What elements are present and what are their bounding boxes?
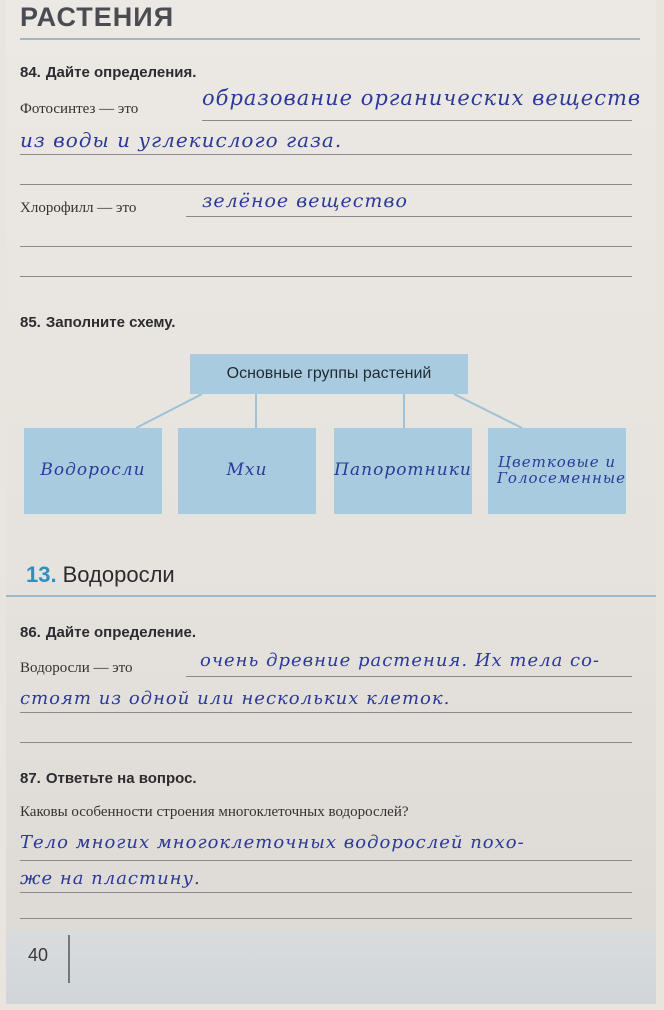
section-divider [6, 595, 656, 597]
section-number: 13. [26, 562, 57, 587]
task-85-number: 85. [20, 314, 41, 331]
answer-87-line-2: же на пластину. [20, 868, 201, 889]
page-number-bracket [68, 935, 70, 983]
answer-algae-line-1: очень древние растения. Их тела со- [200, 650, 601, 671]
scheme-answer-flowering: Цветковые и Голосеменные [497, 453, 626, 487]
answer-line [186, 676, 632, 677]
task-87-prompt: Ответьте на вопрос. [45, 770, 197, 787]
task-84-number: 84. [20, 64, 41, 81]
task-86-heading [20, 624, 196, 641]
bottom-band [6, 930, 656, 1004]
scheme-box-algae [24, 428, 162, 514]
answer-line [20, 918, 632, 919]
term-algae: Водоросли — это [20, 660, 133, 676]
workbook-page [6, 0, 656, 1004]
answer-chlorophyll: зелёное вещество [202, 190, 408, 212]
term-photosynthesis: Фотосинтез — это [20, 101, 139, 117]
section-title: Водоросли [62, 562, 175, 587]
task-87-number: 87. [20, 770, 41, 787]
scheme-box-flowering [488, 428, 626, 514]
task-86-prompt: Дайте определение. [45, 624, 197, 641]
answer-line [20, 860, 632, 861]
term-chlorophyll: Хлорофилл — это [20, 200, 137, 216]
scheme-answer-algae: Водоросли [40, 460, 146, 481]
answer-line [20, 742, 632, 743]
chapter-title: РАСТЕНИЯ [20, 2, 175, 32]
scheme-answer-ferns: Папоротники [334, 460, 472, 481]
answer-algae-line-2: стоят из одной или нескольких клеток. [20, 688, 451, 709]
answer-line [20, 892, 632, 893]
scheme-answer-mosses: Мхи [226, 460, 268, 481]
page-number: 40 [28, 945, 49, 965]
answer-photosynthesis-line-2: из воды и углекислого газа. [20, 128, 343, 152]
task-85-prompt: Заполните схему. [45, 314, 176, 331]
answer-87-line-1: Тело многих многоклеточных водорослей похо- [20, 832, 525, 853]
answer-photosynthesis-line-1: образование органических веществ [202, 86, 642, 110]
scheme-box-mosses [178, 428, 316, 514]
task-87-heading [20, 770, 197, 787]
scheme-title-box: Основные группы растений [190, 354, 468, 394]
task-84-prompt: Дайте определения. [45, 64, 197, 81]
scheme-box-ferns [334, 428, 472, 514]
question-87: Каковы особенности строения многоклеточных водорослей? [20, 804, 409, 820]
section-heading [26, 562, 175, 588]
task-86-number: 86. [20, 624, 41, 641]
answer-line [20, 712, 632, 713]
